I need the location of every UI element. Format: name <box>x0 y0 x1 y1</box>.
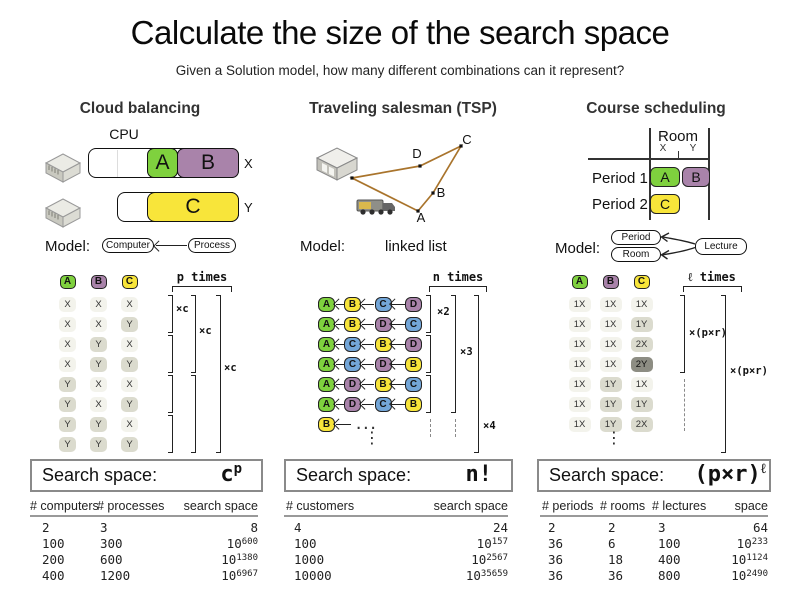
chain-node: A <box>318 297 335 312</box>
multiplier-label: ×2 <box>437 306 450 318</box>
lecture-pill: Lecture <box>695 238 747 256</box>
chain-node: B <box>318 417 335 432</box>
bracket <box>474 295 479 453</box>
tsp-map <box>295 120 520 232</box>
formula-base: 18 <box>608 552 624 567</box>
formula-base: 36 <box>608 568 624 583</box>
times-label: ℓ times <box>688 270 736 284</box>
room-column-label: X <box>659 143 667 154</box>
formula-base: 3 <box>658 520 666 535</box>
chain-node: B <box>344 297 361 312</box>
bracket <box>191 375 196 453</box>
chain-node: C <box>405 377 422 392</box>
formula-base: 3 <box>100 520 108 535</box>
assignment-cell: X <box>121 377 138 392</box>
assignment-cell: 1Y <box>600 377 622 392</box>
page-subtitle: Given a Solution model, how many different combinations can it represent? <box>175 63 625 78</box>
section-header-tsp: Traveling salesman (TSP) <box>309 100 497 117</box>
chain-node: D <box>375 317 392 332</box>
assignment-cell: Y <box>121 357 138 372</box>
formula-base: c <box>220 462 234 487</box>
bracket <box>168 375 173 413</box>
table-header-cell: space <box>734 499 768 513</box>
chain-arrow <box>392 304 405 305</box>
bracket <box>680 295 685 373</box>
bracket <box>168 295 173 333</box>
table-cell <box>753 520 768 535</box>
formula-base: 8 <box>250 520 258 535</box>
formula-base: 400 <box>42 568 65 583</box>
chain-arrow <box>392 324 405 325</box>
table-cell <box>42 568 65 583</box>
model-arrow <box>156 245 187 246</box>
chain-arrow <box>392 404 405 405</box>
table-cell <box>42 520 50 535</box>
formula-exponent: p <box>233 461 242 477</box>
timetable-hline <box>588 158 709 160</box>
formula-base: 100 <box>658 536 681 551</box>
assignment-cell: 1X <box>600 297 622 312</box>
lesson-badge: A <box>650 167 680 187</box>
formula-base: 2 <box>608 520 616 535</box>
bracket <box>721 295 726 453</box>
table-cell <box>608 536 616 551</box>
formula-base: 2 <box>548 520 556 535</box>
bracket <box>191 295 196 373</box>
model-label: Model: <box>555 240 601 257</box>
table-cell <box>42 552 65 567</box>
formula-base: n! <box>465 462 492 487</box>
formula-base: 1200 <box>100 568 131 583</box>
table-cell <box>250 520 258 535</box>
formula-exponent: 600 <box>241 537 258 547</box>
column-header-badge: A <box>60 275 76 289</box>
table-cell <box>548 536 563 551</box>
formula-base: 64 <box>752 520 768 535</box>
chain-node: B <box>344 317 361 332</box>
chain-arrow <box>336 404 344 405</box>
assignment-cell: 1X <box>600 317 622 332</box>
assignment-cell: Y <box>121 437 138 452</box>
formula-base: 10 <box>226 536 242 551</box>
assignment-cell: Y <box>59 417 76 432</box>
table-cell <box>466 568 508 583</box>
search-space-formula <box>466 462 493 487</box>
formula-base: 100 <box>294 536 317 551</box>
formula-base: 36 <box>548 536 564 551</box>
table-cell <box>221 552 258 567</box>
assignment-cell: Y <box>59 437 76 452</box>
assignment-cell: 1Y <box>600 397 622 412</box>
table-cell <box>658 536 681 551</box>
search-space-label: Search space: <box>549 465 665 485</box>
assignment-cell: Y <box>90 357 107 372</box>
server-icon <box>44 151 82 183</box>
chain-node: B <box>375 377 392 392</box>
bracket <box>680 379 685 431</box>
assignment-cell: 1Y <box>631 397 653 412</box>
chain-arrow <box>336 424 351 425</box>
chain-node: A <box>318 397 335 412</box>
formula-base: (p×r) <box>694 462 761 487</box>
vertical-ellipsis: ⋮ <box>364 428 380 447</box>
table-cell <box>493 520 508 535</box>
table-header-cell: # periods <box>542 499 594 513</box>
formula-exponent: ℓ <box>760 461 766 477</box>
chain-node: B <box>405 357 422 372</box>
section-header-course: Course scheduling <box>586 100 726 117</box>
formula-base: 10000 <box>294 568 332 583</box>
bracket <box>451 419 456 437</box>
vertical-ellipsis: ⋮ <box>606 428 622 447</box>
assignment-cell: X <box>90 297 107 312</box>
table-rule <box>540 515 768 517</box>
city-label: D <box>412 146 422 161</box>
formula-base: 10 <box>471 552 487 567</box>
assignment-cell: 2X <box>631 417 653 432</box>
bracket <box>168 335 173 373</box>
table-cell <box>608 552 623 567</box>
assignment-cell: X <box>90 377 107 392</box>
lesson-badge: C <box>650 194 680 214</box>
formula-base: 10 <box>736 536 752 551</box>
model-label: Model: <box>300 238 346 255</box>
cpu-label: CPU <box>109 126 139 142</box>
formula-base: 100 <box>42 536 65 551</box>
assignment-cell: X <box>121 337 138 352</box>
chain-node: C <box>375 297 392 312</box>
table-cell <box>731 568 768 583</box>
assignment-cell: 1X <box>569 317 591 332</box>
bracket <box>426 375 431 413</box>
table-header-cell: # processes <box>97 499 165 513</box>
table-cell <box>731 552 768 567</box>
table-cell <box>100 520 108 535</box>
chain-arrow <box>336 384 344 385</box>
assignment-cell: 2X <box>631 337 653 352</box>
times-bracket <box>683 286 742 292</box>
formula-base: 36 <box>548 568 564 583</box>
chain-arrow <box>392 364 405 365</box>
table-cell <box>737 536 768 551</box>
assignment-cell: X <box>121 297 138 312</box>
computer-label: X <box>244 156 253 171</box>
model-label: Model: <box>45 238 91 255</box>
assignment-cell: 1Y <box>600 417 622 432</box>
table-cell <box>658 552 681 567</box>
table-rule <box>30 515 258 517</box>
chain-arrow <box>362 384 375 385</box>
formula-exponent: 2567 <box>486 553 508 563</box>
chain-arrow <box>336 344 344 345</box>
formula-exponent: 233 <box>751 537 768 547</box>
chain-node: D <box>405 337 422 352</box>
times-label: n times <box>432 270 484 284</box>
assignment-cell: Y <box>59 397 76 412</box>
lesson-badge: B <box>682 167 710 187</box>
assignment-cell: 1X <box>569 377 591 392</box>
table-cell <box>221 568 258 583</box>
search-space-label: Search space: <box>296 465 412 485</box>
chain-arrow <box>392 344 405 345</box>
table-cell <box>100 536 123 551</box>
assignment-cell: X <box>59 317 76 332</box>
page-title: Calculate the size of the search space <box>130 14 670 51</box>
assignment-cell: 1X <box>600 337 622 352</box>
formula-base: 400 <box>658 552 681 567</box>
formula-base: 1000 <box>294 552 325 567</box>
bracket <box>216 295 221 453</box>
bracket <box>451 295 456 413</box>
formula-base: 600 <box>100 552 123 567</box>
building-icon <box>317 148 357 180</box>
chain-node: A <box>318 317 335 332</box>
table-cell <box>294 536 317 551</box>
table-cell <box>548 552 563 567</box>
city-dot <box>431 191 434 194</box>
chain-node: C <box>344 337 361 352</box>
table-cell <box>477 536 508 551</box>
bracket <box>168 415 173 453</box>
formula-base: 10 <box>221 552 237 567</box>
formula-exponent: 6967 <box>236 569 258 579</box>
assignment-cell: Y <box>59 377 76 392</box>
table-header-cell: # computers <box>30 499 99 513</box>
table-cell <box>471 552 508 567</box>
formula-base: 4 <box>294 520 302 535</box>
chain-node: A <box>318 337 335 352</box>
assignment-cell: 1X <box>569 297 591 312</box>
assignment-cell: X <box>59 357 76 372</box>
table-cell <box>42 536 65 551</box>
formula-base: 10 <box>465 568 481 583</box>
formula-exponent: 35659 <box>480 569 508 579</box>
column-header-badge: B <box>603 275 619 289</box>
formula-base: 10 <box>476 536 492 551</box>
table-header-cell: # rooms <box>600 499 646 513</box>
chain-arrow <box>336 304 344 305</box>
multiplier-label: ×c <box>224 362 237 374</box>
period-pill: Period <box>611 230 661 245</box>
formula-exponent: 1380 <box>236 553 258 563</box>
model-value: linked list <box>385 238 447 255</box>
table-cell <box>548 568 563 583</box>
server-icon <box>44 196 82 228</box>
multiplier-label: ×3 <box>460 346 473 358</box>
city-label: A <box>416 210 426 225</box>
assignment-cell: Y <box>90 437 107 452</box>
table-header-cell: # lectures <box>652 499 707 513</box>
assignment-cell: Y <box>121 317 138 332</box>
column-header-badge: C <box>634 275 650 289</box>
table-header-cell: search space <box>183 499 258 513</box>
search-space-formula <box>695 462 766 487</box>
table-cell <box>658 520 666 535</box>
chain-arrow <box>362 404 375 405</box>
table-cell <box>100 552 123 567</box>
chain-node: A <box>318 377 335 392</box>
depot-dot <box>350 176 353 179</box>
timetable-tick <box>678 151 680 158</box>
chain-arrow <box>336 364 344 365</box>
chain-ellipsis: ... <box>355 417 377 432</box>
table-cell <box>294 520 302 535</box>
formula-exponent: 2490 <box>746 569 768 579</box>
multiplier-label: ×(p×r) <box>689 327 727 339</box>
formula-base: 300 <box>100 536 123 551</box>
table-cell <box>100 568 130 583</box>
process-block: C <box>147 192 239 222</box>
column-header-badge: C <box>122 275 138 289</box>
table-cell <box>548 520 556 535</box>
assignment-cell: 1X <box>600 357 622 372</box>
table-cell <box>658 568 681 583</box>
assignment-cell: 1X <box>569 417 591 432</box>
column-header-badge: B <box>91 275 107 289</box>
assignment-cell: Y <box>121 397 138 412</box>
formula-base: 200 <box>42 552 65 567</box>
bracket <box>426 295 431 333</box>
chain-arrow <box>336 324 344 325</box>
room-pill: Room <box>611 247 661 262</box>
chain-node: D <box>344 377 361 392</box>
chain-node: D <box>405 297 422 312</box>
multiplier-label: ×c <box>176 303 189 315</box>
bracket <box>426 335 431 373</box>
section-header-cloud: Cloud balancing <box>79 100 201 117</box>
assignment-cell: X <box>59 297 76 312</box>
chain-node: D <box>375 357 392 372</box>
chain-arrow <box>362 364 375 365</box>
chain-node: D <box>344 397 361 412</box>
multiplier-label: ×(p×r) <box>730 365 768 377</box>
formula-base: 36 <box>548 552 564 567</box>
column-header-badge: A <box>572 275 588 289</box>
table-cell <box>608 520 616 535</box>
assignment-cell: X <box>90 317 107 332</box>
assignment-cell: Y <box>90 337 107 352</box>
formula-base: 10 <box>731 568 747 583</box>
chain-arrow <box>362 344 375 345</box>
multiplier-label: ×c <box>199 325 212 337</box>
times-label: p times <box>176 270 228 284</box>
assignment-cell: 1X <box>631 377 653 392</box>
times-bracket <box>172 286 232 292</box>
period-label: Period 2 <box>592 196 648 213</box>
formula-base: 2 <box>42 520 50 535</box>
search-space-label: Search space: <box>42 465 158 485</box>
table-cell <box>294 568 332 583</box>
table-rule <box>284 515 508 517</box>
assignment-cell: Y <box>90 417 107 432</box>
assignment-cell: 1X <box>569 357 591 372</box>
chain-node: B <box>375 337 392 352</box>
cpu-tick <box>117 150 118 177</box>
assignment-cell: X <box>90 397 107 412</box>
formula-exponent: 157 <box>491 537 508 547</box>
chain-arrow <box>392 384 405 385</box>
bracket <box>426 419 431 437</box>
formula-base: 10 <box>221 568 237 583</box>
chain-node: A <box>318 357 335 372</box>
chain-arrow <box>362 304 375 305</box>
table-cell <box>294 552 324 567</box>
truck-icon <box>357 200 395 215</box>
computer-pill: Computer <box>102 238 154 253</box>
city-label: C <box>462 132 472 147</box>
chain-node: B <box>405 397 422 412</box>
formula-exponent: 1124 <box>746 553 768 563</box>
assignment-cell: 1Y <box>631 317 653 332</box>
assignment-cell: 1X <box>569 337 591 352</box>
assignment-cell: 2Y <box>631 357 653 372</box>
assignment-cell: X <box>59 337 76 352</box>
multiplier-label: ×4 <box>483 420 496 432</box>
formula-base: 10 <box>731 552 747 567</box>
room-column-label: Y <box>689 143 697 154</box>
period-label: Period 1 <box>592 170 648 187</box>
room-label: Room <box>657 128 698 145</box>
city-label: B <box>436 185 446 200</box>
chain-node: C <box>375 397 392 412</box>
computer-label: Y <box>244 200 253 215</box>
assignment-cell: X <box>121 417 138 432</box>
table-header-cell: # customers <box>286 499 355 513</box>
search-space-formula <box>220 462 242 487</box>
table-cell <box>227 536 258 551</box>
process-block: A <box>147 148 178 178</box>
formula-base: 800 <box>658 568 681 583</box>
chain-arrow <box>362 324 375 325</box>
chain-node: C <box>405 317 422 332</box>
formula-base: 24 <box>492 520 508 535</box>
assignment-cell: 1X <box>569 397 591 412</box>
table-header-cell: search space <box>433 499 508 513</box>
process-pill: Process <box>188 238 236 253</box>
times-bracket <box>429 286 487 292</box>
formula-base: 6 <box>608 536 616 551</box>
assignment-cell: 1X <box>631 297 653 312</box>
model-arrows <box>656 226 698 268</box>
city-dot <box>418 164 421 167</box>
table-cell <box>608 568 623 583</box>
process-block: B <box>177 148 239 178</box>
chain-node: C <box>344 357 361 372</box>
